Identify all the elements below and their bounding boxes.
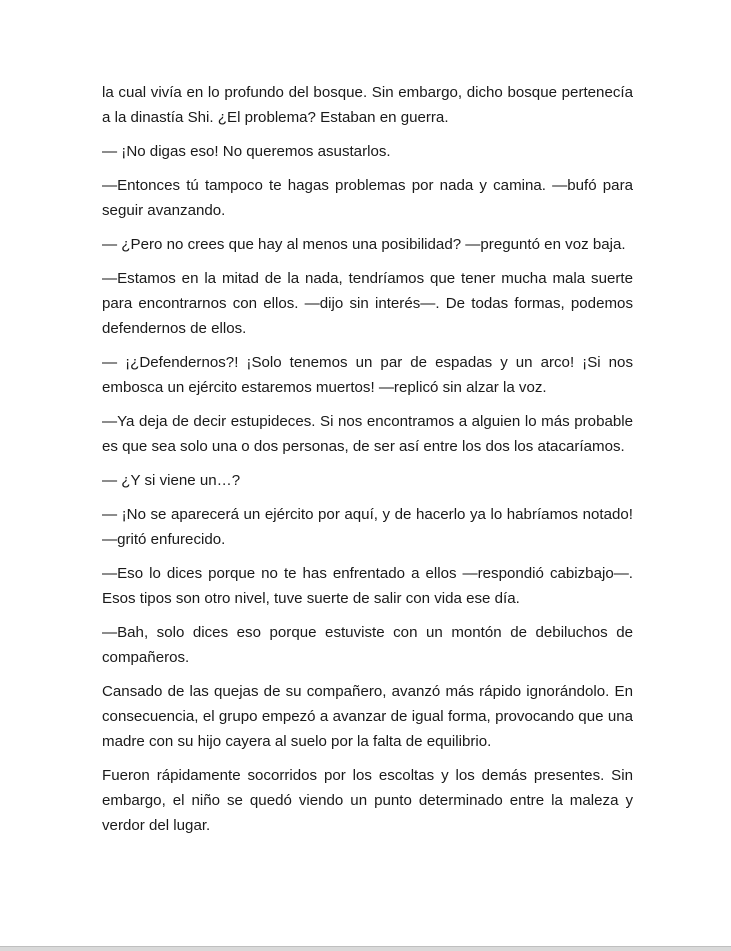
paragraph: Cansado de las quejas de su compañero, avanzó más rápido ignorándolo. En consecuencia, el grupo empezó a avanzar de igual forma, provocando que una madre con su hijo cayera al suelo por la falta de equilibrio. xyxy=(102,683,633,750)
paragraph: —Entonces tú tampoco te hagas problemas por nada y camina. —bufó para seguir avanzando. xyxy=(102,177,633,219)
paragraph: — ¿Pero no crees que hay al menos una posibilidad? —preguntó en voz baja. xyxy=(102,236,626,253)
paragraph: la cual vivía en lo profundo del bosque. Sin embargo, dicho bosque pertenecía a la dinastía Shi. ¿El problema? Estaban en guerra. xyxy=(102,84,633,126)
paragraph: —Bah, solo dices eso porque estuviste con un montón de debiluchos de compañeros. xyxy=(102,624,633,666)
paragraph: —Estamos en la mitad de la nada, tendríamos que tener mucha mala suerte para encontrarnos con ellos. —dijo sin interés—. De todas formas, podemos defendernos de ellos. xyxy=(102,270,633,337)
paragraph: — ¡No digas eso! No queremos asustarlos. xyxy=(102,143,391,160)
paragraph: —Eso lo dices porque no te has enfrentado a ellos —respondió cabizbajo—. Esos tipos son otro nivel, tuve suerte de salir con vida ese día. xyxy=(102,565,633,607)
paragraph: —Ya deja de decir estupideces. Si nos encontramos a alguien lo más probable es que sea solo una o dos personas, de ser así entre los dos los atacaríamos. xyxy=(102,413,633,455)
paragraph: — ¡¿Defendernos?! ¡Solo tenemos un par de espadas y un arco! ¡Si nos embosca un ejército estaremos muertos! —replicó sin alzar la voz. xyxy=(102,354,633,396)
paragraph: — ¡No se aparecerá un ejército por aquí, y de hacerlo ya lo habríamos notado! —gritó enfurecido. xyxy=(102,506,633,548)
paragraph: Fueron rápidamente socorridos por los escoltas y los demás presentes. Sin embargo, el niño se quedó viendo un punto determinado entre la maleza y verdor del lugar. xyxy=(102,767,633,834)
page-bottom-edge xyxy=(0,946,731,951)
paragraph: — ¿Y si viene un…? xyxy=(102,472,241,489)
